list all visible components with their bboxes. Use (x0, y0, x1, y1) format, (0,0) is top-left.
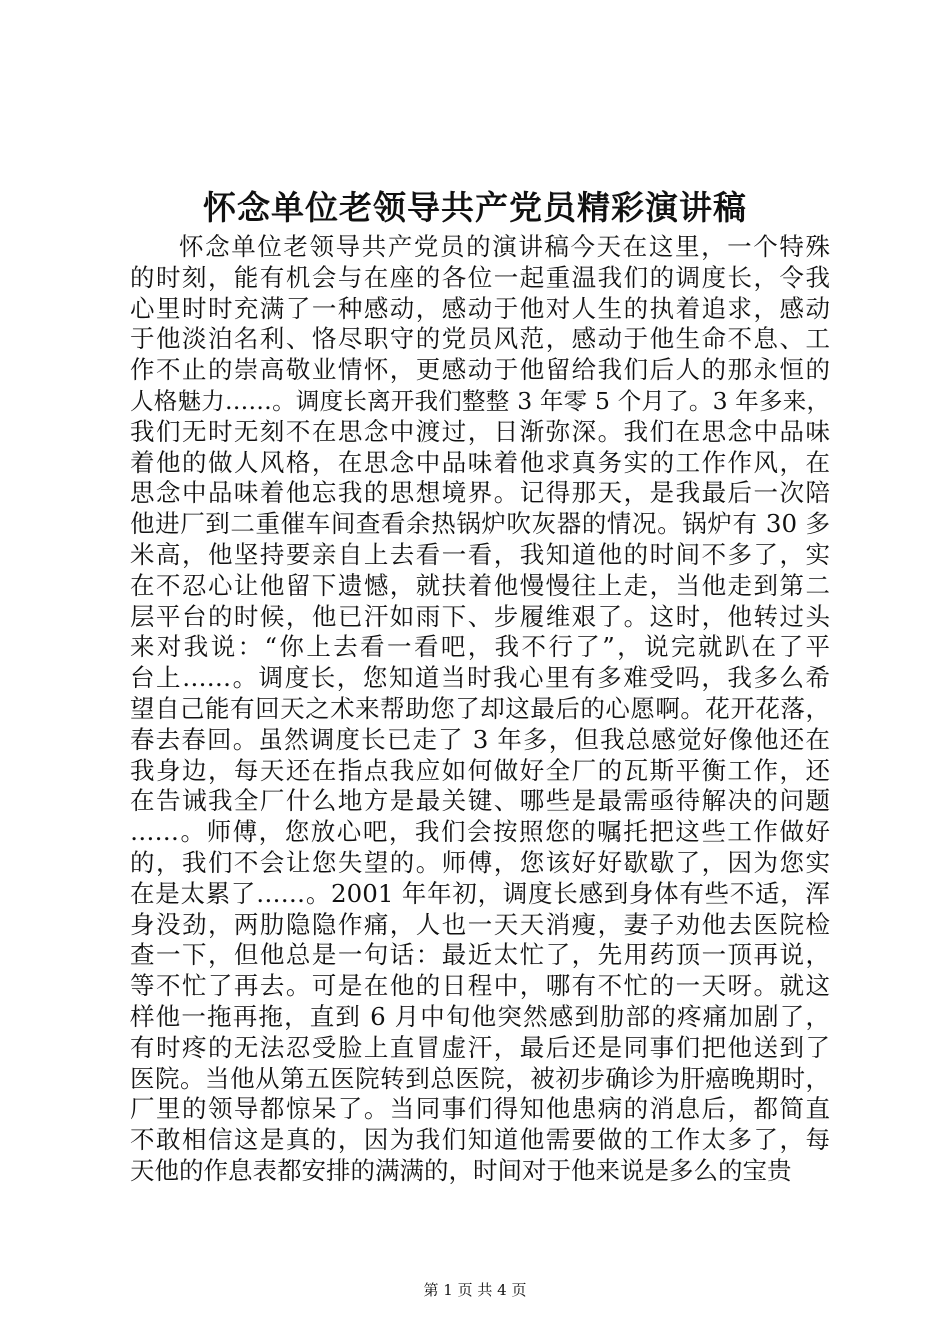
body-line: 样他一拖再拖，直到 6 月中旬他突然感到肋部的疼痛加剧了， (130, 1001, 830, 1031)
body-line: 人格魅力……。调度长离开我们整整 3 年零 5 个月了。3 年多来， (130, 386, 830, 415)
body-line: 厂里的领导都惊呆了。当同事们得知他患病的消息后，都简直 (130, 1094, 830, 1124)
speech-body (130, 232, 830, 1187)
body-line: 米高，他坚持要亲自上去看一看，我知道他的时间不多了，实 (130, 539, 830, 569)
body-line: 望自己能有回天之术来帮助您了却这最后的心愿啊。花开花落， (130, 693, 830, 723)
body-line: 有时疼的无法忍受脸上直冒虚汗，最后还是同事们把他送到了 (130, 1032, 830, 1062)
body-line: 在不忍心让他留下遗憾，就扶着他慢慢往上走，当他走到第二 (130, 570, 830, 600)
body-line: 天他的作息表都安排的满满的，时间对于他来说是多么的宝贵 (130, 1155, 792, 1185)
body-line: 的时刻，能有机会与在座的各位一起重温我们的调度长，令我 (130, 262, 830, 292)
body-line: 不敢相信这是真的，因为我们知道他需要做的工作太多了，每 (130, 1125, 830, 1155)
body-line: 怀念单位老领导共产党员的演讲稿今天在这里，一个特殊 (179, 232, 830, 261)
body-line: 身没劲，两肋隐隐作痛，人也一天天消瘦，妻子劝他去医院检 (130, 909, 830, 939)
body-line: 作不止的崇高敬业情怀，更感动于他留给我们后人的那永恒的 (130, 355, 830, 385)
body-line: 层平台的时候，他已汗如雨下、步履维艰了。这时，他转过头 (130, 601, 830, 631)
body-line: 春去春回。虽然调度长已走了 3 年多，但我总感觉好像他还在 (130, 724, 830, 754)
body-line: 于他淡泊名利、恪尽职守的党员风范，感动于他生命不息、工 (130, 324, 830, 354)
body-line: ……。师傅，您放心吧，我们会按照您的嘱托把这些工作做好 (130, 817, 830, 847)
document-title: 怀念单位老领导共产党员精彩演讲稿 (203, 188, 747, 227)
body-line: 医院。当他从第五医院转到总医院，被初步确诊为肝癌晚期时， (130, 1063, 830, 1093)
body-line: 查一下，但他总是一句话：最近太忙了，先用药顶一顶再说， (130, 940, 830, 970)
body-line: 台上……。调度长，您知道当时我心里有多难受吗，我多么希 (130, 663, 830, 693)
body-line: 来对我说：“你上去看一看吧，我不行了”，说完就趴在了平 (130, 632, 830, 662)
page-footer: 第 1 页 共 4 页 (423, 1281, 527, 1299)
body-line: 着他的做人风格，在思念中品味着他求真务实的工作作风，在 (130, 447, 830, 477)
body-line: 思念中品味着他忘我的思想境界。记得那天，是我最后一次陪 (130, 478, 830, 508)
body-line: 等不忙了再去。可是在他的日程中，哪有不忙的一天呀。就这 (130, 971, 830, 1001)
body-line: 心里时时充满了一种感动，感动于他对人生的执着追求，感动 (130, 293, 830, 323)
body-line: 我身边，每天还在指点我应如何做好全厂的瓦斯平衡工作，还 (130, 755, 830, 785)
body-line: 我们无时无刻不在思念中渡过，日渐弥深。我们在思念中品味 (130, 416, 830, 446)
body-line: 他进厂到二重催车间查看余热锅炉吹灰器的情况。锅炉有 30 多 (130, 509, 830, 539)
body-line: 在告诫我全厂什么地方是最关键、哪些是最需亟待解决的问题 (130, 786, 830, 816)
body-line: 在是太累了……。2001 年年初，调度长感到身体有些不适，浑 (130, 878, 830, 908)
body-line: 的，我们不会让您失望的。师傅，您该好好歇歇了，因为您实 (130, 847, 830, 877)
